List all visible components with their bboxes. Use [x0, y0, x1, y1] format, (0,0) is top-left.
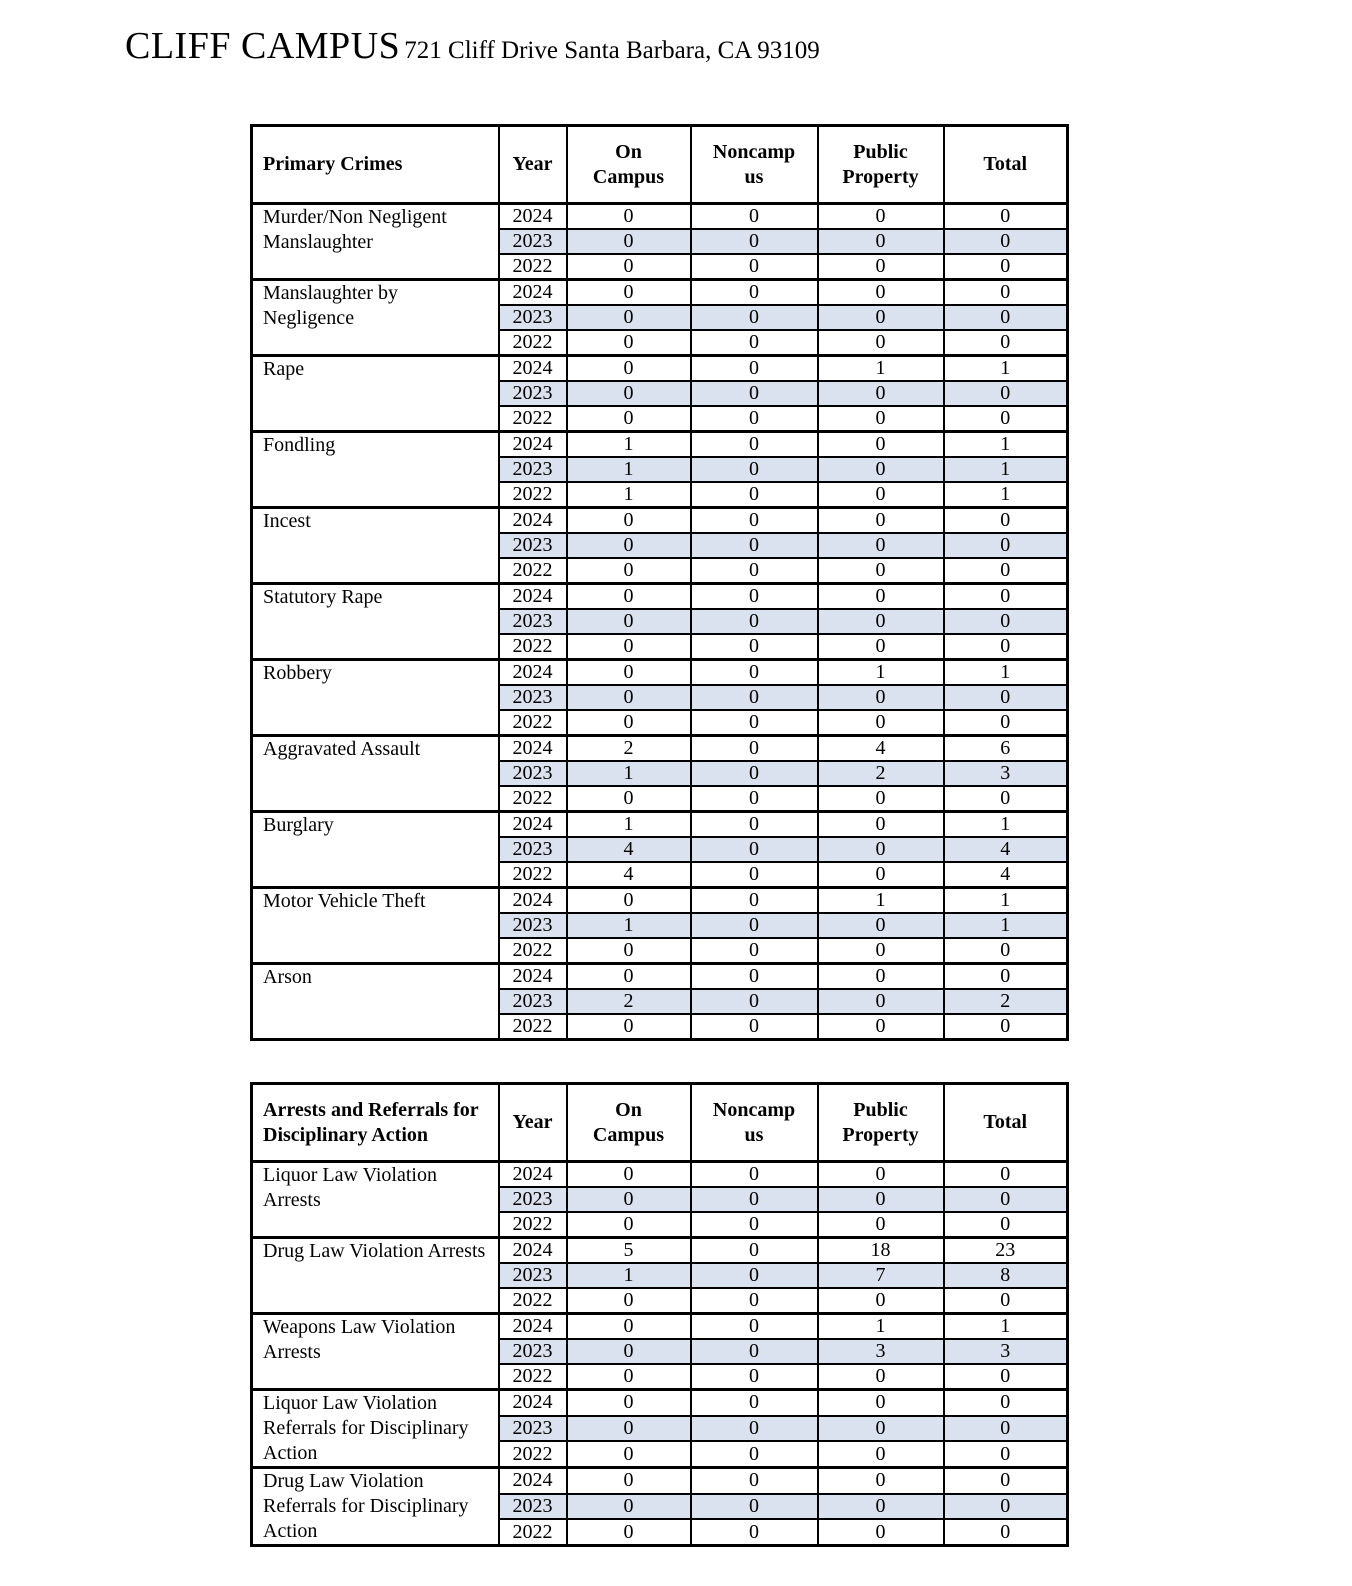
stat-cell-noncampus: 0: [691, 888, 818, 914]
year-cell: 2023: [499, 837, 567, 862]
stat-cell-total: 0: [944, 305, 1068, 330]
year-cell: 2023: [499, 685, 567, 710]
stat-cell-public-property: 0: [818, 204, 944, 230]
crime-category-cell: Liquor Law Violation Arrests: [252, 1162, 499, 1238]
stat-cell-total: 1: [944, 913, 1068, 938]
year-cell: 2023: [499, 913, 567, 938]
stat-cell-public-property: 0: [818, 1288, 944, 1314]
column-header-noncampus-label: Noncampus: [712, 1098, 796, 1146]
crime-category-cell: Rape: [252, 356, 499, 432]
stat-cell-on-campus: 0: [567, 204, 691, 230]
column-header-on-campus: [567, 126, 691, 204]
year-cell: 2024: [499, 1238, 567, 1264]
stat-cell-on-campus: 0: [567, 1288, 691, 1314]
stat-cell-on-campus: 0: [567, 685, 691, 710]
primary-crimes-table: [250, 124, 1069, 1041]
stat-cell-noncampus: 0: [691, 837, 818, 862]
stat-cell-noncampus: 0: [691, 1441, 818, 1467]
table-row: [252, 660, 1068, 686]
stat-cell-total: 0: [944, 508, 1068, 534]
stat-cell-noncampus: 0: [691, 432, 818, 458]
stat-cell-noncampus: 0: [691, 457, 818, 482]
stat-cell-public-property: 1: [818, 660, 944, 686]
stat-cell-noncampus: 0: [691, 1162, 818, 1188]
year-cell: 2022: [499, 254, 567, 280]
stat-cell-noncampus: 0: [691, 862, 818, 888]
crime-category-cell: Liquor Law Violation Referrals for Disciplinary Action: [252, 1390, 499, 1468]
stat-cell-public-property: 1: [818, 356, 944, 382]
year-cell: 2023: [499, 1187, 567, 1212]
stat-cell-public-property: 0: [818, 406, 944, 432]
stat-cell-on-campus: 0: [567, 1441, 691, 1467]
stat-cell-on-campus: 0: [567, 1162, 691, 1188]
stat-cell-noncampus: 0: [691, 685, 818, 710]
stat-cell-total: 2: [944, 989, 1068, 1014]
stat-cell-total: 23: [944, 1238, 1068, 1264]
stat-cell-public-property: 0: [818, 229, 944, 254]
year-cell: 2022: [499, 558, 567, 584]
column-header-year-label: Year: [512, 1111, 553, 1134]
stat-cell-public-property: 0: [818, 1494, 944, 1520]
stat-cell-total: 0: [944, 533, 1068, 558]
year-cell: 2022: [499, 406, 567, 432]
crime-category-cell: Murder/Non Negligent Manslaughter: [252, 204, 499, 280]
stat-cell-public-property: 0: [818, 938, 944, 964]
stat-cell-public-property: 0: [818, 584, 944, 610]
column-header-total-label: Total: [983, 153, 1028, 176]
stat-cell-public-property: 4: [818, 736, 944, 762]
stat-cell-public-property: 18: [818, 1238, 944, 1264]
table-row: [252, 888, 1068, 914]
stat-cell-total: 0: [944, 685, 1068, 710]
stat-cell-on-campus: 0: [567, 1519, 691, 1545]
column-header-public-property-label: Public Property: [842, 140, 919, 188]
year-cell: 2023: [499, 1263, 567, 1288]
table-row: [252, 356, 1068, 382]
stat-cell-noncampus: 0: [691, 1212, 818, 1238]
stat-cell-on-campus: 5: [567, 1238, 691, 1264]
year-cell: 2024: [499, 432, 567, 458]
table-row: [252, 812, 1068, 838]
stat-cell-public-property: 0: [818, 989, 944, 1014]
stat-cell-noncampus: 0: [691, 1314, 818, 1340]
stat-cell-on-campus: 0: [567, 938, 691, 964]
stat-cell-total: 0: [944, 558, 1068, 584]
year-cell: 2024: [499, 280, 567, 306]
stat-cell-noncampus: 0: [691, 938, 818, 964]
year-cell: 2023: [499, 989, 567, 1014]
stat-cell-public-property: 0: [818, 913, 944, 938]
stat-cell-total: 0: [944, 1288, 1068, 1314]
stat-cell-noncampus: 0: [691, 786, 818, 812]
stat-cell-on-campus: 0: [567, 1339, 691, 1364]
stat-cell-public-property: 2: [818, 761, 944, 786]
stat-cell-on-campus: 4: [567, 837, 691, 862]
stat-cell-total: 0: [944, 634, 1068, 660]
crime-category-cell: Robbery: [252, 660, 499, 736]
stat-cell-public-property: 0: [818, 1416, 944, 1442]
stat-cell-public-property: 0: [818, 305, 944, 330]
stat-cell-noncampus: 0: [691, 1263, 818, 1288]
stat-cell-on-campus: 0: [567, 660, 691, 686]
table-row: [252, 964, 1068, 990]
year-cell: 2024: [499, 660, 567, 686]
stat-cell-noncampus: 0: [691, 229, 818, 254]
column-header-year: [499, 126, 567, 204]
stat-cell-total: 3: [944, 1339, 1068, 1364]
stat-cell-public-property: 0: [818, 457, 944, 482]
stat-cell-on-campus: 0: [567, 381, 691, 406]
stat-cell-noncampus: 0: [691, 964, 818, 990]
stat-cell-on-campus: 2: [567, 736, 691, 762]
stat-cell-noncampus: 0: [691, 1187, 818, 1212]
stat-cell-on-campus: 0: [567, 888, 691, 914]
year-cell: 2024: [499, 888, 567, 914]
table-row: [252, 736, 1068, 762]
stat-cell-total: 0: [944, 280, 1068, 306]
stat-cell-public-property: 0: [818, 381, 944, 406]
stat-cell-noncampus: 0: [691, 736, 818, 762]
stat-cell-total: 1: [944, 660, 1068, 686]
year-cell: 2023: [499, 457, 567, 482]
stat-cell-total: 1: [944, 1314, 1068, 1340]
stat-cell-public-property: 0: [818, 558, 944, 584]
stat-cell-noncampus: 0: [691, 1519, 818, 1545]
stat-cell-total: 6: [944, 736, 1068, 762]
stat-cell-public-property: 0: [818, 1519, 944, 1545]
column-header-total: [944, 1084, 1068, 1162]
stat-cell-noncampus: 0: [691, 761, 818, 786]
stat-cell-noncampus: 0: [691, 1288, 818, 1314]
stat-cell-noncampus: 0: [691, 406, 818, 432]
stat-cell-noncampus: 0: [691, 204, 818, 230]
year-cell: 2023: [499, 533, 567, 558]
stat-cell-total: 1: [944, 356, 1068, 382]
stat-cell-public-property: 0: [818, 1014, 944, 1040]
stat-cell-noncampus: 0: [691, 710, 818, 736]
stat-cell-on-campus: 0: [567, 1212, 691, 1238]
stat-cell-total: 1: [944, 482, 1068, 508]
stat-cell-on-campus: 0: [567, 558, 691, 584]
stat-cell-noncampus: 0: [691, 381, 818, 406]
page-title: [125, 0, 1352, 68]
stat-cell-total: 0: [944, 254, 1068, 280]
stat-cell-total: 0: [944, 1519, 1068, 1545]
year-cell: 2022: [499, 1288, 567, 1314]
crime-category-cell: Motor Vehicle Theft: [252, 888, 499, 964]
year-cell: 2022: [499, 862, 567, 888]
stat-cell-total: 0: [944, 204, 1068, 230]
stat-cell-on-campus: 0: [567, 609, 691, 634]
stat-cell-noncampus: 0: [691, 558, 818, 584]
stat-cell-public-property: 0: [818, 837, 944, 862]
table-row: [252, 432, 1068, 458]
stat-cell-public-property: 0: [818, 786, 944, 812]
stat-cell-noncampus: 0: [691, 305, 818, 330]
stat-cell-on-campus: 0: [567, 330, 691, 356]
stat-cell-on-campus: 2: [567, 989, 691, 1014]
stat-cell-noncampus: 0: [691, 634, 818, 660]
stat-cell-public-property: 1: [818, 888, 944, 914]
stat-cell-public-property: 0: [818, 710, 944, 736]
stat-cell-on-campus: 0: [567, 254, 691, 280]
stat-cell-public-property: 0: [818, 685, 944, 710]
stat-cell-total: 0: [944, 964, 1068, 990]
stat-cell-total: 0: [944, 786, 1068, 812]
year-cell: 2024: [499, 204, 567, 230]
year-cell: 2024: [499, 584, 567, 610]
year-cell: 2024: [499, 1390, 567, 1416]
stat-cell-public-property: 0: [818, 254, 944, 280]
stat-cell-on-campus: 1: [567, 457, 691, 482]
arrests-referrals-table: [250, 1082, 1069, 1547]
stat-cell-public-property: 0: [818, 482, 944, 508]
column-header-total-label: Total: [983, 1111, 1028, 1134]
column-header-year-label: Year: [512, 153, 553, 176]
stat-cell-total: 0: [944, 381, 1068, 406]
table-row: [252, 1162, 1068, 1188]
stat-cell-noncampus: 0: [691, 1364, 818, 1390]
campus-name: CLIFF CAMPUS: [125, 25, 401, 67]
stat-cell-on-campus: 0: [567, 1494, 691, 1520]
stat-cell-total: 8: [944, 1263, 1068, 1288]
crime-category-cell: Statutory Rape: [252, 584, 499, 660]
column-header-public-property: [818, 1084, 944, 1162]
year-cell: 2022: [499, 330, 567, 356]
crime-category-cell: Drug Law Violation Arrests: [252, 1238, 499, 1314]
stat-cell-public-property: 0: [818, 508, 944, 534]
stat-cell-noncampus: 0: [691, 1238, 818, 1264]
year-cell: 2023: [499, 381, 567, 406]
year-cell: 2024: [499, 736, 567, 762]
stat-cell-public-property: 0: [818, 1187, 944, 1212]
table-row: [252, 1468, 1068, 1494]
stat-cell-public-property: 0: [818, 1162, 944, 1188]
stat-cell-noncampus: 0: [691, 254, 818, 280]
stat-cell-on-campus: 4: [567, 862, 691, 888]
stat-cell-noncampus: 0: [691, 812, 818, 838]
year-cell: 2024: [499, 1468, 567, 1494]
stat-cell-on-campus: 0: [567, 229, 691, 254]
stat-cell-on-campus: 1: [567, 812, 691, 838]
stat-cell-on-campus: 0: [567, 1364, 691, 1390]
year-cell: 2023: [499, 1339, 567, 1364]
stat-cell-total: 0: [944, 1212, 1068, 1238]
stat-cell-total: 1: [944, 432, 1068, 458]
stat-cell-public-property: 1: [818, 1314, 944, 1340]
stat-cell-on-campus: 0: [567, 1187, 691, 1212]
stat-cell-public-property: 0: [818, 432, 944, 458]
year-cell: 2023: [499, 609, 567, 634]
stat-cell-total: 0: [944, 609, 1068, 634]
stat-cell-on-campus: 0: [567, 634, 691, 660]
column-header-public-property-label: Public Property: [842, 1098, 919, 1146]
stat-cell-total: 0: [944, 1014, 1068, 1040]
year-cell: 2023: [499, 1494, 567, 1520]
stat-cell-public-property: 0: [818, 1364, 944, 1390]
stat-cell-total: 0: [944, 584, 1068, 610]
year-cell: 2022: [499, 1519, 567, 1545]
column-header-on-campus-label: On Campus: [592, 140, 665, 188]
year-cell: 2022: [499, 1014, 567, 1040]
stat-cell-noncampus: 0: [691, 1416, 818, 1442]
stat-cell-total: 0: [944, 1364, 1068, 1390]
table-row: [252, 204, 1068, 230]
stat-cell-total: 0: [944, 1390, 1068, 1416]
crime-category-cell: Incest: [252, 508, 499, 584]
stat-cell-total: 0: [944, 1416, 1068, 1442]
column-header-noncampus: [691, 1084, 818, 1162]
stat-cell-total: 0: [944, 1187, 1068, 1212]
stat-cell-on-campus: 0: [567, 584, 691, 610]
column-header-noncampus: [691, 126, 818, 204]
stat-cell-public-property: 0: [818, 330, 944, 356]
stat-cell-total: 0: [944, 330, 1068, 356]
crime-category-cell: Aggravated Assault: [252, 736, 499, 812]
stat-cell-total: 1: [944, 457, 1068, 482]
stat-cell-on-campus: 0: [567, 1416, 691, 1442]
stat-cell-public-property: 0: [818, 533, 944, 558]
stat-cell-public-property: 0: [818, 1468, 944, 1494]
stat-cell-on-campus: 0: [567, 406, 691, 432]
table-row: [252, 1390, 1068, 1416]
column-header-total: [944, 126, 1068, 204]
stat-cell-on-campus: 1: [567, 432, 691, 458]
stat-cell-total: 0: [944, 1494, 1068, 1520]
stat-cell-noncampus: 0: [691, 989, 818, 1014]
arrests-referrals-table-title: Arrests and Referrals for Disciplinary Action: [252, 1084, 499, 1162]
stat-cell-public-property: 0: [818, 1212, 944, 1238]
year-cell: 2022: [499, 1212, 567, 1238]
stat-cell-public-property: 0: [818, 280, 944, 306]
year-cell: 2022: [499, 1441, 567, 1467]
stat-cell-on-campus: 1: [567, 913, 691, 938]
year-cell: 2024: [499, 1314, 567, 1340]
table-row: [252, 508, 1068, 534]
year-cell: 2024: [499, 964, 567, 990]
stat-cell-on-campus: 0: [567, 1014, 691, 1040]
stat-cell-noncampus: 0: [691, 1014, 818, 1040]
stat-cell-noncampus: 0: [691, 508, 818, 534]
column-header-on-campus-label: On Campus: [592, 1098, 665, 1146]
stat-cell-noncampus: 0: [691, 913, 818, 938]
table-row: [252, 584, 1068, 610]
crime-category-cell: Weapons Law Violation Arrests: [252, 1314, 499, 1390]
stat-cell-on-campus: 0: [567, 1314, 691, 1340]
crime-category-cell: Burglary: [252, 812, 499, 888]
year-cell: 2022: [499, 482, 567, 508]
stat-cell-public-property: 0: [818, 1441, 944, 1467]
stat-cell-public-property: 0: [818, 964, 944, 990]
table-row: [252, 1238, 1068, 1264]
stat-cell-on-campus: 1: [567, 482, 691, 508]
year-cell: 2023: [499, 229, 567, 254]
stat-cell-on-campus: 0: [567, 1468, 691, 1494]
stat-cell-on-campus: 0: [567, 964, 691, 990]
stat-cell-noncampus: 0: [691, 584, 818, 610]
stat-cell-total: 0: [944, 406, 1068, 432]
stat-cell-total: 1: [944, 812, 1068, 838]
year-cell: 2023: [499, 761, 567, 786]
stat-cell-total: 0: [944, 938, 1068, 964]
column-header-year: [499, 1084, 567, 1162]
stat-cell-public-property: 7: [818, 1263, 944, 1288]
stat-cell-noncampus: 0: [691, 356, 818, 382]
column-header-noncampus-label: Noncampus: [712, 140, 796, 188]
stat-cell-total: 0: [944, 1162, 1068, 1188]
stat-cell-total: 0: [944, 1468, 1068, 1494]
stat-cell-noncampus: 0: [691, 330, 818, 356]
stat-cell-public-property: 0: [818, 812, 944, 838]
stat-cell-total: 4: [944, 837, 1068, 862]
stat-cell-total: 0: [944, 1441, 1068, 1467]
stat-cell-noncampus: 0: [691, 1390, 818, 1416]
stat-cell-on-campus: 1: [567, 1263, 691, 1288]
column-header-on-campus: [567, 1084, 691, 1162]
stat-cell-noncampus: 0: [691, 280, 818, 306]
stat-cell-total: 0: [944, 710, 1068, 736]
stat-cell-total: 4: [944, 862, 1068, 888]
year-cell: 2022: [499, 710, 567, 736]
stat-cell-noncampus: 0: [691, 1468, 818, 1494]
stat-cell-on-campus: 0: [567, 305, 691, 330]
table-row: [252, 280, 1068, 306]
stat-cell-total: 0: [944, 229, 1068, 254]
stat-cell-noncampus: 0: [691, 533, 818, 558]
stat-cell-on-campus: 0: [567, 710, 691, 736]
year-cell: 2024: [499, 812, 567, 838]
stat-cell-noncampus: 0: [691, 609, 818, 634]
stat-cell-on-campus: 1: [567, 761, 691, 786]
table-row: [252, 1314, 1068, 1340]
stat-cell-on-campus: 0: [567, 533, 691, 558]
year-cell: 2023: [499, 1416, 567, 1442]
year-cell: 2022: [499, 634, 567, 660]
year-cell: 2024: [499, 1162, 567, 1188]
stat-cell-public-property: 0: [818, 1390, 944, 1416]
year-cell: 2022: [499, 786, 567, 812]
crime-category-cell: Drug Law Violation Referrals for Disciplinary Action: [252, 1468, 499, 1546]
year-cell: 2023: [499, 305, 567, 330]
year-cell: 2022: [499, 938, 567, 964]
crime-category-cell: Fondling: [252, 432, 499, 508]
column-header-public-property: [818, 126, 944, 204]
stat-cell-noncampus: 0: [691, 1339, 818, 1364]
stat-cell-on-campus: 0: [567, 786, 691, 812]
stat-cell-total: 1: [944, 888, 1068, 914]
stat-cell-total: 3: [944, 761, 1068, 786]
crime-category-cell: Arson: [252, 964, 499, 1040]
stat-cell-on-campus: 0: [567, 508, 691, 534]
year-cell: 2024: [499, 356, 567, 382]
stat-cell-noncampus: 0: [691, 482, 818, 508]
stat-cell-noncampus: 0: [691, 1494, 818, 1520]
stat-cell-public-property: 0: [818, 634, 944, 660]
primary-crimes-table-title: Primary Crimes: [252, 126, 499, 204]
stat-cell-public-property: 3: [818, 1339, 944, 1364]
year-cell: 2024: [499, 508, 567, 534]
crime-category-cell: Manslaughter by Negligence: [252, 280, 499, 356]
stat-cell-on-campus: 0: [567, 1390, 691, 1416]
stat-cell-noncampus: 0: [691, 660, 818, 686]
campus-address: 721 Cliff Drive Santa Barbara, CA 93109: [404, 37, 820, 64]
stat-cell-on-campus: 0: [567, 280, 691, 306]
stat-cell-public-property: 0: [818, 862, 944, 888]
stat-cell-on-campus: 0: [567, 356, 691, 382]
year-cell: 2022: [499, 1364, 567, 1390]
stat-cell-public-property: 0: [818, 609, 944, 634]
